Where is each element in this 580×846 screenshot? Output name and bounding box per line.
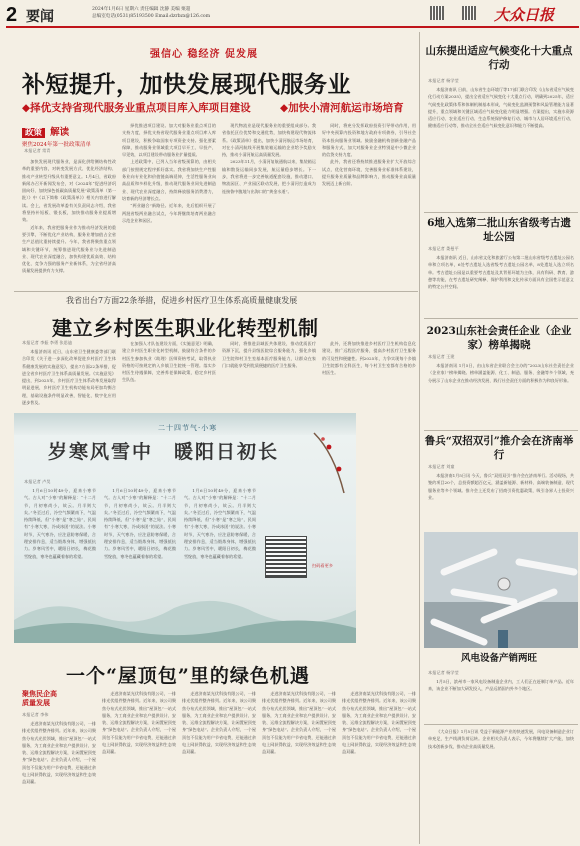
- roof-column-1: [22, 720, 96, 842]
- paragraph: 1月5日，滨州市一家风电设备制造企业内，工人们正在赶制订单产品。近年来，该企业不断加大研发投入，产品远销国内外多个地区。: [428, 679, 574, 692]
- main-subhead-1: ◆择优支持省现代服务业重点项目库入库项目建设: [22, 102, 251, 114]
- feature-title: 岁寒风雪中 暖阳日初长: [48, 441, 280, 463]
- paragraph: 本报济南1月5日讯 今天，鲁兵“双招双引”推介会在济南举行。活动现场，共签约项目20个，总投资额超百亿元，涵盖新能源、新材料、高端装备制造、现代服务业等多个领域。推介会上还发布了招商引资优惠政策，吸引各界人士投资兴业。: [428, 473, 574, 500]
- newspaper-logo: 大众日报: [494, 6, 555, 24]
- plum-blossom-icon: [337, 467, 342, 472]
- section-divider: [14, 291, 418, 292]
- paragraph: 现代物流业是现代服务业的重要组成部分。我省依托区位优势和交通优势，加快构建现代物流体系。《政策清单》提出，加快小清河航运市场培育，对在小清河航线开展集装箱运输的企业给予奖励支持，推动小清河航运高质量发展。: [222, 123, 316, 158]
- paragraph: 走进济南某光伏科技有限公司，一排排光伏组件整齐排列。近年来，该公司聚焦分布式光伏领域，推出“屋顶包”一站式服务，为工商业企业和农户提供设计、安装、运维全流程解决方案，让闲置屋顶变身“绿色电站”。企业负责人介绍，一个屋顶包不仅能为用户节省电费，还能通过余电上网获得收益，实现经济效益和生态效益双赢。: [262, 691, 336, 755]
- header-meta-line1: 2024年1月6日 星期六 责任编辑 沈静 美编 栗超: [92, 7, 191, 12]
- main-headline: 补短提升，加快发展现代服务业: [22, 71, 351, 98]
- policy-badge-label: 政策: [22, 128, 45, 138]
- side-article-2-text: [428, 254, 574, 314]
- paragraph: 同时，将充分发挥政府投资引导带动作用，用好中央预算内投资和地方政府专项债券，引导社会资本投向服务业领域。鼓励金融机构创新金融产品和服务方式，加大对服务业企业特别是中小微企业的信贷支持力度。: [322, 123, 416, 158]
- paragraph: 1月6日10时49分，迎来小寒节气。古人对“小寒”的解释是：“十二月节，月初寒尚小，故云。月半则大矣。”冬至过后，冷空气频繁南下，气温持续降低，但“小寒”是“寒之始”，民间有“小寒大寒，冷成冰团”的说法。小寒时节，天气寒冷，应注意防寒保暖，合理安排作息，适当锻炼身体，增强抵抗力。岁寒风雪中，暖阳日初长，梅花傲雪绽放，寒冬也蕴藏着春的希望。: [104, 488, 176, 559]
- main-column-4: [322, 122, 416, 288]
- side-article-2-byline: 本报记者 娄曼平: [428, 246, 459, 251]
- paragraph: 走进济南某光伏科技有限公司，一排排光伏组件整齐排列。近年来，该公司聚焦分布式光伏领域，推出“屋顶包”一站式服务，为工商业企业和农户提供设计、安装、运维全流程解决方案，让闲置屋顶变身“绿色电站”。企业负责人介绍，一个屋顶包不仅能为用户节省电费，还能通过余电上网获得收益，实现经济效益和生态效益双赢。: [22, 721, 96, 785]
- paragraph: 择优推进项目建设。加大对服务业重点项目的支持力度，择优支持省现代服务业重点项目库入库项目建设，积极争取国家专项资金支持。强化要素保障，推动服务业领域重大项目早开工、早投产、早见效，以项目建设带动服务业扩量提质。: [122, 123, 216, 158]
- side-article-4-text: [428, 472, 574, 530]
- paragraph: 1月6日10时49分，迎来小寒节气。古人对“小寒”的解释是：“十二月节，月初寒尚小，故云。月半则大矣。”冬至过后，冷空气频繁南下，气温持续降低，但“小寒”是“寒之始”，民间有“小寒大寒，冷成冰团”的说法。小寒时节，天气寒冷，应注意防寒保暖，合理安排作息，适当锻炼身体，增强抵抗力。岁寒风雪中，暖阳日初长，梅花傲雪绽放，寒冬也蕴藏着春的希望。: [24, 488, 96, 559]
- doctor-kicker: 我省出台7方面22条举措，促进乡村医疗卫生体系高质量健康发展: [66, 296, 298, 305]
- paragraph: 走进济南某光伏科技有限公司，一排排光伏组件整齐排列。近年来，该公司聚焦分布式光伏领域，推出“屋顶包”一站式服务，为工商业企业和农户提供设计、安装、运维全流程解决方案，让闲置屋顶变身“绿色电站”。企业负责人介绍，一个屋顶包不仅能为用户节省电费，还能通过余电上网获得收益，实现经济效益和生态效益双赢。: [182, 691, 256, 755]
- policy-badge: [22, 120, 91, 148]
- worker-icon: [498, 630, 508, 648]
- side-article-3-title: 2023山东社会责任企业（企业家）榜单揭晓: [426, 325, 572, 351]
- paragraph: 同时，将推进县域医共体建设，推动优质医疗资源下沉，提升县级医院综合服务能力，强化乡镇卫生院和村卫生室基本医疗服务能力，让群众在家门口就能享受到优质便捷的医疗卫生服务。: [222, 341, 316, 368]
- side-article-5-byline: 本报记者 杨学莹: [428, 670, 459, 675]
- roof-column-2: [102, 690, 176, 842]
- header-meta: [92, 6, 210, 20]
- page-number: 2: [6, 4, 18, 26]
- doctor-column-3: [222, 340, 316, 406]
- paragraph: 此外，还将加快推进乡村医疗卫生机构信息化建设，推广远程医疗服务，提高乡村医疗卫生服务的可及性和便捷性。到2025年，力争实现每个乡镇卫生院都有全科医生，每个村卫生室都有合格的乡村医生。: [322, 341, 416, 376]
- feature-tag: 二十四节气·小寒: [158, 424, 218, 432]
- side-article-4-byline: 本报记者 刘童: [428, 464, 455, 469]
- header-meta-line2: 总编室电话(0531)85193500 Email:dzrbzx@126.com: [92, 14, 211, 19]
- main-subhead-2: ◆加快小清河航运市场培育: [280, 102, 404, 114]
- paragraph: 1月6日10时49分，迎来小寒节气。古人对“小寒”的解释是：“十二月节，月初寒尚小，故云。月半则大矣。”冬至过后，冷空气频繁南下，气温持续降低，但“小寒”是“寒之始”，民间有“小寒大寒，冷成冰团”的说法。小寒时节，天气寒冷，应注意防寒保暖，合理安排作息，适当锻炼身体，增强抵抗力。岁寒风雪中，暖阳日初长，梅花傲雪绽放，寒冬也蕴藏着春的希望。: [184, 488, 256, 559]
- side-article-5-title: 风电设备产销两旺: [460, 653, 537, 664]
- side-divider: [424, 212, 578, 213]
- doctor-headline: 建立乡村医生职业化转型机制: [52, 316, 319, 340]
- slogan: 强信心 稳经济 促发展: [150, 49, 258, 60]
- doctor-column-1: [22, 348, 116, 406]
- paragraph: 2023年11月，小清河复航通航以来，集装箱运输和散货运输同步发展，航运量稳步增长。下一步，我省将进一步完善航道配套设施，推动港口、物流园区、产业园区联动发展，把小清河打造成为连接鲁中腹地与出海口的“黄金水道”。: [222, 159, 316, 194]
- paragraph: 近年来，我省把服务业作为推动经济发展的重要引擎，不断优化产业结构，服务业增加值占全省生产总值比重持续提升。今年，我省将聚焦重点领域和关键环节，统筹推进现代服务业与先进制造业、现代农业深度融合，加快构建优质高效、结构优化、竞争力强的服务产业新体系，为全省经济高质量发展提供有力支撑。: [22, 224, 116, 274]
- side-article-5-caption: [428, 678, 574, 722]
- doctor-byline: 本报记者 李振 李勇 张思迪: [22, 340, 73, 345]
- side-divider: [424, 724, 578, 725]
- doctor-column-4: [322, 340, 416, 406]
- main-byline: 本报记者 常青: [24, 148, 51, 153]
- main-column-3: [222, 122, 316, 288]
- paragraph: 此外，我省还将持续推进服务业扩大开放综合试点，优化营商环境，完善服务业标准体系建设，提升服务业质量和品牌影响力，推动服务业高质量发展迈上新台阶。: [322, 159, 416, 187]
- side-divider: [424, 318, 578, 319]
- paragraph: 本报济南讯 近日，山东省卫生健康委等部门联合印发《关于进一步深化改革促进乡村医疗卫生体系健康发展的实施意见》，提出7方面22条举措，促进全省乡村医疗卫生体系高质量发展。《实施意见》提出，到2025年，乡村医疗卫生体系改革发展取得明显进展，乡村医疗卫生机构功能布局更加均衡合理，基础设施条件明显改善，智能化、数字化应用逐步普及。: [22, 349, 116, 406]
- roof-column-4: [262, 690, 336, 842]
- qr-caption: 扫码看更多: [312, 563, 333, 568]
- policy-badge-caption: 聚焦2024年第一批政策清单: [22, 142, 91, 148]
- paragraph: “两业融合”新路径。近年来，先后组织开展了两批省级两业融合试点，今年将继续培育两业融合示范企业和园区。: [122, 203, 216, 223]
- paragraph: 本报济南讯 日前，山东省生态环境厅等17部门联合印发《山东省适应气候变化行动方案2035》，提出全省适应气候变化十大重点行动，明确到2025年，适应气候变化政策体系和体制机制基本形成，气候变化监测预警和风险管理能力显著提升，重点领域和关键区域适应气候变化能力明显增强。方案提出，实施水资源适应行动、农业适应行动、生态系统保护修复行动、城市与人居环境适应行动、健康适应行动等，推动全社会适应气候变化意识和能力不断提高。: [428, 87, 574, 129]
- paragraph: 走进济南某光伏科技有限公司，一排排光伏组件整齐排列。近年来，该公司聚焦分布式光伏领域，推出“屋顶包”一站式服务，为工商业企业和农户提供设计、安装、运维全流程解决方案，让闲置屋顶变身“绿色电站”。企业负责人介绍，一个屋顶包不仅能为用户节省电费，还能通过余电上网获得收益，实现经济效益和生态效益双赢。: [102, 691, 176, 755]
- paragraph: 加快发展现代服务业，是深化供给侧结构性改革的重要内容，对转变发展方式、优化经济结构、推动产业转型升级具有重要意义。1月4日，省政府新闻办召开新闻发布会，对《2024年“促进经济巩固向好、加快绿色低碳高质量发展”政策清单（第一批）》中《以下简称《政策清单》》相关内容进行解读。会上，省发展改革委有关负责同志介绍，我省将坚持补短板、锻长板，加快推动服务业提质增效。: [22, 159, 116, 223]
- side-article-3-text: [428, 362, 574, 428]
- side-article-3-byline: 本报记者 王建: [428, 354, 455, 359]
- paragraph: 在加强人才队伍建设方面，《实施意见》明确，建立乡村医生职业化转型机制，鼓励符合条件的乡村医生参加执业（助理）医师资格考试，取得执业资格的可按规定纳入乡镇卫生院统一管理。落实乡村医生待遇保障，完善养老保障政策，稳定乡村医生队伍。: [122, 341, 216, 383]
- side-article-4-title: 鲁兵“双招双引”推介会在济南举行: [424, 435, 574, 461]
- turbine-hub-icon: [498, 578, 510, 590]
- paragraph: 上述政策中，已列入当年省级预算的，由相关部门按照规定程序抓好落实。我省将加快生产性服务业向专业化和价值链高端延伸，生活性服务业向高品质和多样化升级，推动现代服务业同先进制造业、现代农业深度融合，持续释放服务消费潜力，培育新的经济增长点。: [122, 159, 216, 201]
- paragraph: 走进济南某光伏科技有限公司，一排排光伏组件整齐排列。近年来，该公司聚焦分布式光伏领域，推出“屋顶包”一站式服务，为工商业企业和农户提供设计、安装、运维全流程解决方案，让闲置屋顶变身“绿色电站”。企业负责人介绍，一个屋顶包不仅能为用户节省电费，还能通过余电上网获得收益，实现经济效益和生态效益双赢。: [342, 691, 416, 755]
- qr-code-icon: [462, 6, 476, 20]
- side-article-1-byline: 本报记者 杨学莹: [428, 78, 459, 83]
- feature-byline: 本报记者 卢昊: [24, 479, 51, 484]
- side-article-1-title: 山东提出适应气候变化十大重点行动: [425, 45, 573, 71]
- roof-column-5: [342, 690, 416, 842]
- header-rule: [6, 26, 579, 28]
- paragraph: 《大众日报》1月5日讯 受益于新能源产业的快速发展，风电设备制造企业订单充足，生产线满负荷运转。企业相关负责人表示，今年将继续扩大产能，加快技术创新步伐，推动企业高质量发展。: [428, 729, 574, 749]
- side-article-1-text: [428, 86, 574, 208]
- section-title: 要闻: [26, 8, 54, 24]
- side-article-2-title: 6地入选第二批山东省级考古遗址公园: [427, 217, 571, 243]
- policy-badge-explain: 解读: [50, 127, 70, 138]
- mountain-illustration: [14, 590, 356, 643]
- paragraph: 本报济南讯 1月5日，由山东省企业联合会主办的“2023山东社会责任企业（企业家）”榜单揭晓。榜单涵盖能源、化工、制造、服务、金融等多个领域，充分展示了山东企业在推动经济发展、践行社会责任方面的积极作为和良好形象。: [428, 363, 574, 383]
- wind-turbine-photo: [424, 532, 578, 648]
- qr-code-icon: [430, 6, 444, 20]
- side-article-5-text: [428, 728, 574, 842]
- plum-blossom-icon: [327, 445, 332, 450]
- roof-headline: 一个“屋顶包”里的绿色机遇: [66, 665, 310, 687]
- side-divider: [424, 430, 578, 431]
- roof-byline: 本报记者 李伟: [22, 712, 49, 717]
- main-column-2: [122, 122, 216, 288]
- roof-kicker: 聚焦民企高质量发展: [22, 689, 57, 707]
- doctor-column-2: [122, 340, 216, 406]
- plum-branch-icon: [314, 433, 344, 493]
- plum-blossom-icon: [321, 437, 325, 441]
- column-divider: [419, 32, 420, 844]
- paragraph: 本报济南讯 近日，山东省文化和旅游厅公布第二批山东省级考古遗址公园名单和立项名单，6处考古遗址入选省级考古遗址公园名单，8处遗址入选立项名单。考古遗址公园是以重要考古遗址及其背景环境为主体，具有科研、教育、游憩等功能，在考古遗址研究阐释、保护利用和文化传承方面具有全国性示范意义的特定公共空间。: [428, 255, 574, 290]
- main-column-1: [22, 158, 116, 288]
- roof-column-3: [182, 690, 256, 842]
